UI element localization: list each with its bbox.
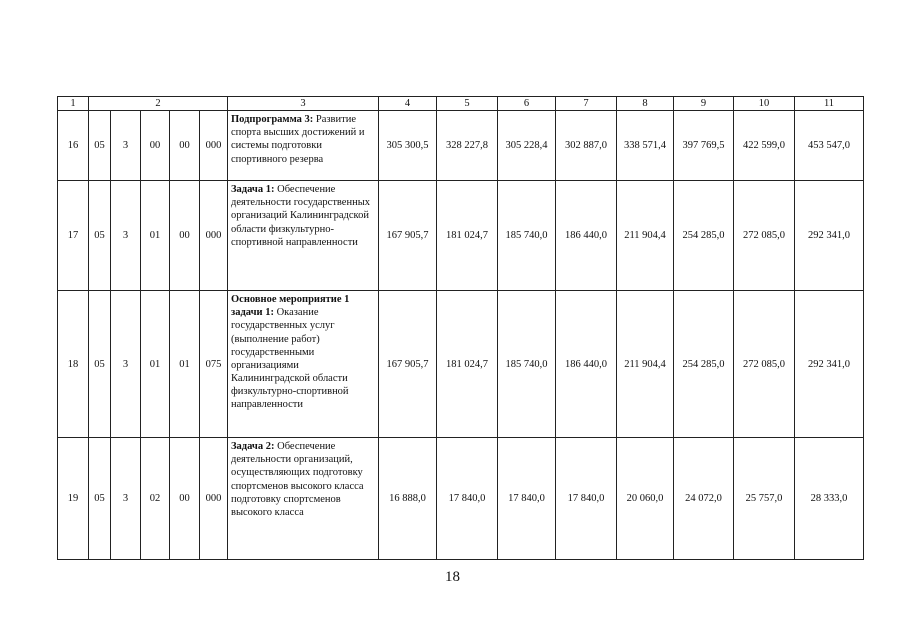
header-cell-4: 4 <box>379 97 437 111</box>
header-cell-11: 11 <box>795 97 864 111</box>
header-cell-9: 9 <box>674 97 734 111</box>
value-cell: 17 840,0 <box>498 438 556 560</box>
value-cell: 185 740,0 <box>498 181 556 291</box>
description-bold: Подпрограмма 3: <box>231 114 314 126</box>
value-cell: 272 085,0 <box>734 181 795 291</box>
value-cell: 167 905,7 <box>379 181 437 291</box>
table-row <box>58 291 864 438</box>
row-number: 18 <box>58 291 89 438</box>
value-cell: 17 840,0 <box>437 438 498 560</box>
code-cell: 3 <box>111 291 141 438</box>
code-cell: 01 <box>170 291 200 438</box>
value-cell: 181 024,7 <box>437 291 498 438</box>
description-cell <box>228 438 379 560</box>
table-row <box>58 181 864 291</box>
description-bold: Задача 2: <box>231 441 275 453</box>
value-cell: 211 904,4 <box>617 181 674 291</box>
code-cell: 000 <box>200 438 228 560</box>
value-cell: 186 440,0 <box>556 291 617 438</box>
header-cell-1: 1 <box>58 97 89 111</box>
value-cell: 292 341,0 <box>795 181 864 291</box>
value-cell: 181 024,7 <box>437 181 498 291</box>
code-cell: 3 <box>111 181 141 291</box>
table-header <box>58 97 864 111</box>
description-cell <box>228 181 379 291</box>
value-cell: 185 740,0 <box>498 291 556 438</box>
row-number: 17 <box>58 181 89 291</box>
description-text: Обеспечение деятельности организаций, осуществляющих подготовку спортсменов высокого класса подготовку спортсменов высокого класса <box>231 441 364 518</box>
value-cell: 272 085,0 <box>734 291 795 438</box>
row-number: 16 <box>58 111 89 181</box>
description-cell <box>228 111 379 181</box>
description-text: Обеспечение деятельности государственных организаций Калининградской области физкультурно-спортивной направленности <box>231 184 371 248</box>
description-bold: Основное мероприятие 1 задачи 1: <box>231 294 350 319</box>
header-row <box>58 97 864 111</box>
value-cell: 16 888,0 <box>379 438 437 560</box>
value-cell: 397 769,5 <box>674 111 734 181</box>
budget-table <box>57 96 864 560</box>
value-cell: 422 599,0 <box>734 111 795 181</box>
value-cell: 305 300,5 <box>379 111 437 181</box>
code-cell: 00 <box>141 111 170 181</box>
value-cell: 305 228,4 <box>498 111 556 181</box>
value-cell: 17 840,0 <box>556 438 617 560</box>
value-cell: 328 227,8 <box>437 111 498 181</box>
code-cell: 000 <box>200 111 228 181</box>
header-cell-6: 6 <box>498 97 556 111</box>
value-cell: 24 072,0 <box>674 438 734 560</box>
code-cell: 075 <box>200 291 228 438</box>
table-row <box>58 438 864 560</box>
header-cell-7: 7 <box>556 97 617 111</box>
description-bold: Задача 1: <box>231 184 275 196</box>
code-cell: 000 <box>200 181 228 291</box>
code-cell: 00 <box>170 438 200 560</box>
code-cell: 05 <box>89 111 111 181</box>
code-cell: 00 <box>170 181 200 291</box>
value-cell: 254 285,0 <box>674 291 734 438</box>
header-cell-2: 2 <box>89 97 228 111</box>
code-cell: 01 <box>141 181 170 291</box>
value-cell: 211 904,4 <box>617 291 674 438</box>
table-row <box>58 111 864 181</box>
row-number: 19 <box>58 438 89 560</box>
code-cell: 00 <box>170 111 200 181</box>
value-cell: 167 905,7 <box>379 291 437 438</box>
value-cell: 338 571,4 <box>617 111 674 181</box>
description-cell <box>228 291 379 438</box>
value-cell: 28 333,0 <box>795 438 864 560</box>
page-number: 18 <box>445 569 460 585</box>
description-text: Оказание государственных услуг (выполнение работ) государственными организациями Калининградской области физкультурно-спортивной направленности <box>231 307 349 411</box>
code-cell: 3 <box>111 111 141 181</box>
header-cell-3: 3 <box>228 97 379 111</box>
code-cell: 02 <box>141 438 170 560</box>
value-cell: 292 341,0 <box>795 291 864 438</box>
value-cell: 25 757,0 <box>734 438 795 560</box>
code-cell: 01 <box>141 291 170 438</box>
code-cell: 05 <box>89 291 111 438</box>
code-cell: 05 <box>89 438 111 560</box>
value-cell: 20 060,0 <box>617 438 674 560</box>
header-cell-10: 10 <box>734 97 795 111</box>
code-cell: 05 <box>89 181 111 291</box>
header-cell-5: 5 <box>437 97 498 111</box>
description-text: Развитие спорта высших достижений и системы подготовки спортивного резерва <box>231 114 365 165</box>
value-cell: 254 285,0 <box>674 181 734 291</box>
code-cell: 3 <box>111 438 141 560</box>
header-cell-8: 8 <box>617 97 674 111</box>
value-cell: 186 440,0 <box>556 181 617 291</box>
value-cell: 453 547,0 <box>795 111 864 181</box>
value-cell: 302 887,0 <box>556 111 617 181</box>
